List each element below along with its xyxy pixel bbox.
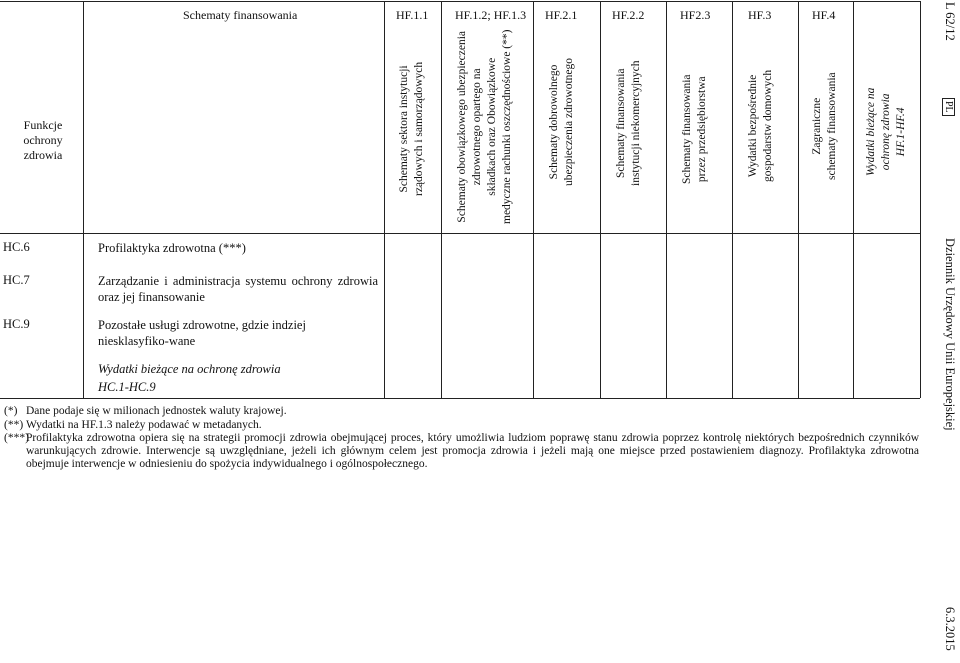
col-divider xyxy=(853,1,854,398)
footnote-text-1: Dane podaje się w milionach jednostek waluty krajowej. xyxy=(26,405,287,417)
table-header-rule xyxy=(0,233,920,234)
code-hf-1-2-1-3: HF.1.2; HF.1.3 xyxy=(455,8,527,22)
col-divider xyxy=(533,1,534,398)
table-top-rule xyxy=(0,1,920,2)
col-header-current-expenditure: Wydatki bieżące na ochronę zdrowia HF.1-HF.4 xyxy=(865,87,907,176)
code-hf-2-3: HF2.3 xyxy=(680,8,711,22)
code-hf-4: HF.4 xyxy=(812,8,836,22)
col-divider xyxy=(83,1,84,398)
total-row-code: HC.1-HC.9 xyxy=(98,380,156,394)
col-header-government: Schematy sektora instytucji rządowych i samorządowych xyxy=(398,61,425,196)
row-code-hc7: HC.7 xyxy=(3,273,30,287)
publication-date: 6.3.2015 xyxy=(943,607,957,651)
col-divider xyxy=(732,1,733,398)
footnote-mark-1: (*) xyxy=(4,405,18,417)
code-hf-3: HF.3 xyxy=(748,8,772,22)
total-row-label: Wydatki bieżące na ochronę zdrowia xyxy=(98,362,281,376)
schemes-title: Schematy finansowania xyxy=(183,8,298,22)
code-hf-2-1: HF.2.1 xyxy=(545,8,578,22)
journal-title: Dziennik Urzędowy Unii Europejskiej xyxy=(943,238,957,431)
row-code-hc9: HC.9 xyxy=(3,317,30,331)
functions-label: Funkcje ochrony zdrowia xyxy=(23,118,63,162)
row-desc-hc7: Zarządzanie i administracja systemu ochrony zdrowia oraz jej finansowanie xyxy=(98,274,378,304)
footnote-text-3: Profilaktyka zdrowotna opiera się na strategii promocji zdrowia obejmującej proces, który umożliwia ludziom poprawę stanu zdrowia poprzez kontrolę niektórych bezpośrednich czynników warunkujących zdrowie. Interwencje są uwzględniane, jeżeli ich głównym celem jest promocja zdrowia i jeżeli mają one miejsce przed postawieniem diagnozy. Profilaktyka zdrowotna obejmuje interwencje w odniesieniu do spożycia indywidualnego i ogólnospołecznego. xyxy=(26,432,919,470)
code-hf-2-2: HF.2.2 xyxy=(612,8,645,22)
code-hf-1-1: HF.1.1 xyxy=(396,8,429,22)
col-header-compulsory-insurance: Schematy obowiązkowego ubezpieczenia zdrowotnego opartego na składkach oraz Obowiązkowe medyczne rachunki oszczędnościowe (**) xyxy=(456,29,513,224)
col-divider xyxy=(798,1,799,398)
row-desc-hc9: Pozostałe usługi zdrowotne, gdzie indziej niesklasyfiko-wane xyxy=(98,318,306,348)
page-reference: L 62/12 xyxy=(943,2,957,41)
col-divider xyxy=(666,1,667,398)
language-badge: PL xyxy=(942,98,955,116)
col-header-household-oop: Wydatki bezpośrednie gospodarstw domowych xyxy=(747,69,774,182)
col-divider xyxy=(920,1,921,398)
col-header-enterprises: Schematy finansowania przez przedsiębiorstwa xyxy=(681,74,708,184)
col-divider xyxy=(600,1,601,398)
col-header-npish: Schematy finansowania instytucji niekomercyjnych xyxy=(615,60,642,186)
col-header-voluntary-insurance: Schematy dobrowolnego ubezpieczenia zdrowotnego xyxy=(548,57,575,186)
footnote-text-2: Wydatki na HF.1.3 należy podawać w metadanych. xyxy=(26,419,262,431)
table-bottom-rule xyxy=(0,398,920,399)
col-divider xyxy=(384,1,385,398)
row-code-hc6: HC.6 xyxy=(3,240,30,254)
footnote-mark-2: (**) xyxy=(4,419,24,431)
col-header-rest-of-world: Zagraniczne schematy finansowania xyxy=(811,72,838,180)
footnote-mark-3: (***) xyxy=(4,432,29,444)
col-divider xyxy=(441,1,442,398)
row-desc-hc6: Profilaktyka zdrowotna (***) xyxy=(98,241,246,255)
